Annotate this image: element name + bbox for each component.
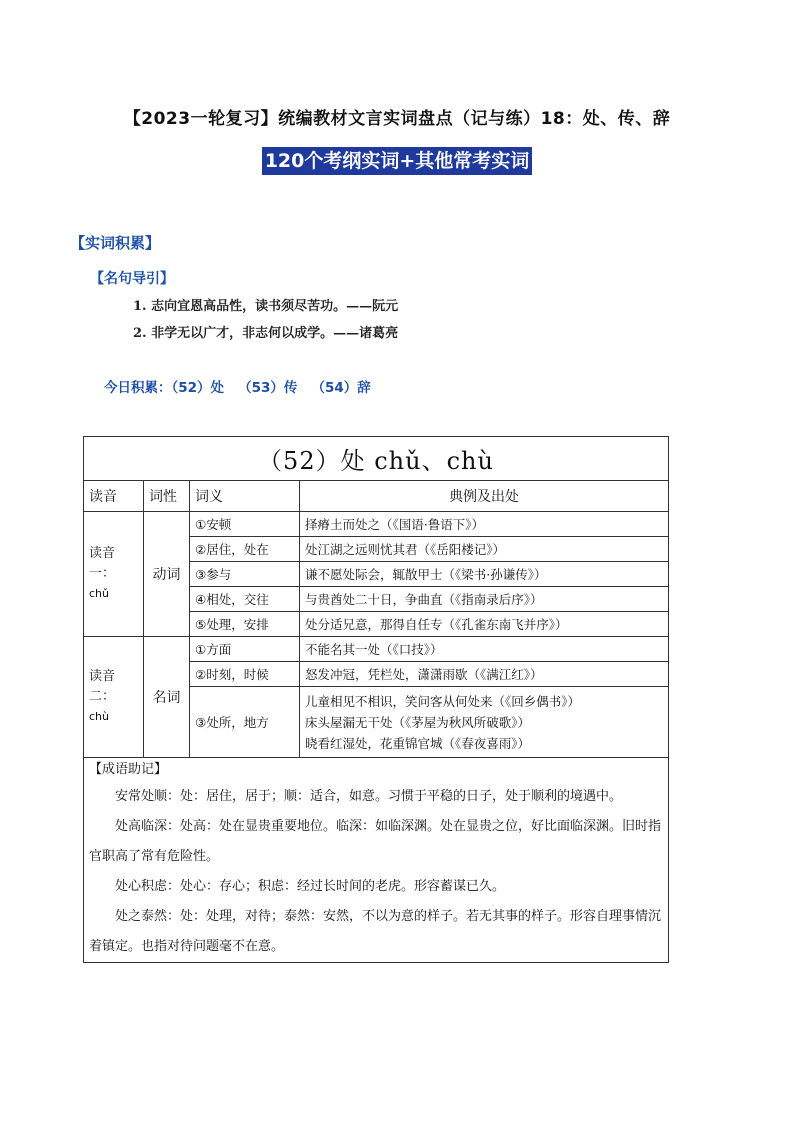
example-cell: 处江湖之远则忧其君（《岳阳楼记》） xyxy=(300,537,669,562)
word-table xyxy=(83,436,669,963)
subtitle-wrapper xyxy=(0,147,794,175)
page-title: 【2023一轮复习】统编教材文言实词盘点（记与练）18：处、传、辞 xyxy=(123,109,671,129)
meaning-cell: ⑤处理，安排 xyxy=(190,612,300,637)
subtitle-highlight: 120个考纲实词+其他常考实词 xyxy=(262,147,533,175)
pos-cell-2: 名词 xyxy=(144,637,190,758)
example-line: 床头屋漏无干处（《茅屋为秋风所破歌》） xyxy=(305,714,531,730)
pos-cell-1: 动词 xyxy=(144,512,190,637)
notes-heading: 【成语助记】 xyxy=(89,762,168,777)
meaning-cell: ③处所，地方 xyxy=(190,687,300,758)
section-heading: 【实词积累】 xyxy=(70,234,161,252)
reading-label: 读音一： xyxy=(89,546,116,581)
meaning-cell: ③参与 xyxy=(190,562,300,587)
section-subheading: 【名句导引】 xyxy=(90,271,174,287)
reading-label: 读音二： xyxy=(89,669,116,704)
quote-2: 2. 非学无以广才，非志何以成学。——诸葛亮 xyxy=(133,326,399,341)
note-item: 安常处顺：处：居住，居于；顺：适合，如意。习惯于平稳的日子，处于顺利的境遇中。 xyxy=(115,789,623,804)
meaning-cell: ④相处，交往 xyxy=(190,587,300,612)
example-cell: 择瘠土而处之（《国语·鲁语下》） xyxy=(300,512,669,537)
reading-pinyin: chù xyxy=(89,710,109,723)
header-pos: 词性 xyxy=(144,481,190,512)
table-row xyxy=(84,512,669,537)
example-cell: 不能名其一处（《口技》） xyxy=(300,637,669,662)
reading-cell-1 xyxy=(84,512,144,637)
meaning-cell: ②居住，处在 xyxy=(190,537,300,562)
table-caption: （52）处 chǔ、chù xyxy=(84,437,669,481)
quote-1: 1. 志向宜恩高品性，读书须尽苦功。——阮元 xyxy=(133,299,399,314)
meaning-cell: ①安顿 xyxy=(190,512,300,537)
example-line: 晓看红湿处，花重锦官城（《春夜喜雨》） xyxy=(305,735,531,751)
table-header-row xyxy=(84,481,669,512)
example-cell: 处分适兄意，那得自任专（《孔雀东南飞并序》） xyxy=(300,612,669,637)
meaning-cell: ①方面 xyxy=(190,637,300,662)
table-row xyxy=(84,637,669,662)
today-accumulation: 今日积累：（52）处 （53）传 （54）辞 xyxy=(104,380,371,396)
example-cell-multi xyxy=(300,687,669,758)
reading-pinyin: chǔ xyxy=(89,587,109,600)
example-line: 儿童相见不相识，笑问客从何处来（《回乡偶书》） xyxy=(305,693,581,709)
meaning-cell: ②时刻，时候 xyxy=(190,662,300,687)
header-meaning: 词义 xyxy=(190,481,300,512)
header-example: 典例及出处 xyxy=(300,481,669,512)
notes-row xyxy=(84,758,669,963)
note-item: 处之泰然：处：处理，对待；泰然：安然，不以为意的样子。若无其事的样子。形容自理事情沉着镇定。也指对待问题毫不在意。 xyxy=(89,909,662,954)
idiom-notes xyxy=(84,758,669,963)
example-cell: 怒发冲冠，凭栏处，潇潇雨歇（《满江红》） xyxy=(300,662,669,687)
example-cell: 谦不愿处际会，辄散甲士（《梁书·孙谦传》） xyxy=(300,562,669,587)
header-reading: 读音 xyxy=(84,481,144,512)
note-item: 处心积虑：处心：存心；积虑：经过长时间的老虎。形容蓄谋已久。 xyxy=(115,879,506,894)
reading-cell-2 xyxy=(84,637,144,758)
note-item: 处高临深：处高：处在显贵重要地位。临深：如临深渊。处在显贵之位，好比面临深渊。旧时指官职高了常有危险性。 xyxy=(89,819,662,864)
example-cell: 与贵酋处二十日，争曲直（《指南录后序》） xyxy=(300,587,669,612)
